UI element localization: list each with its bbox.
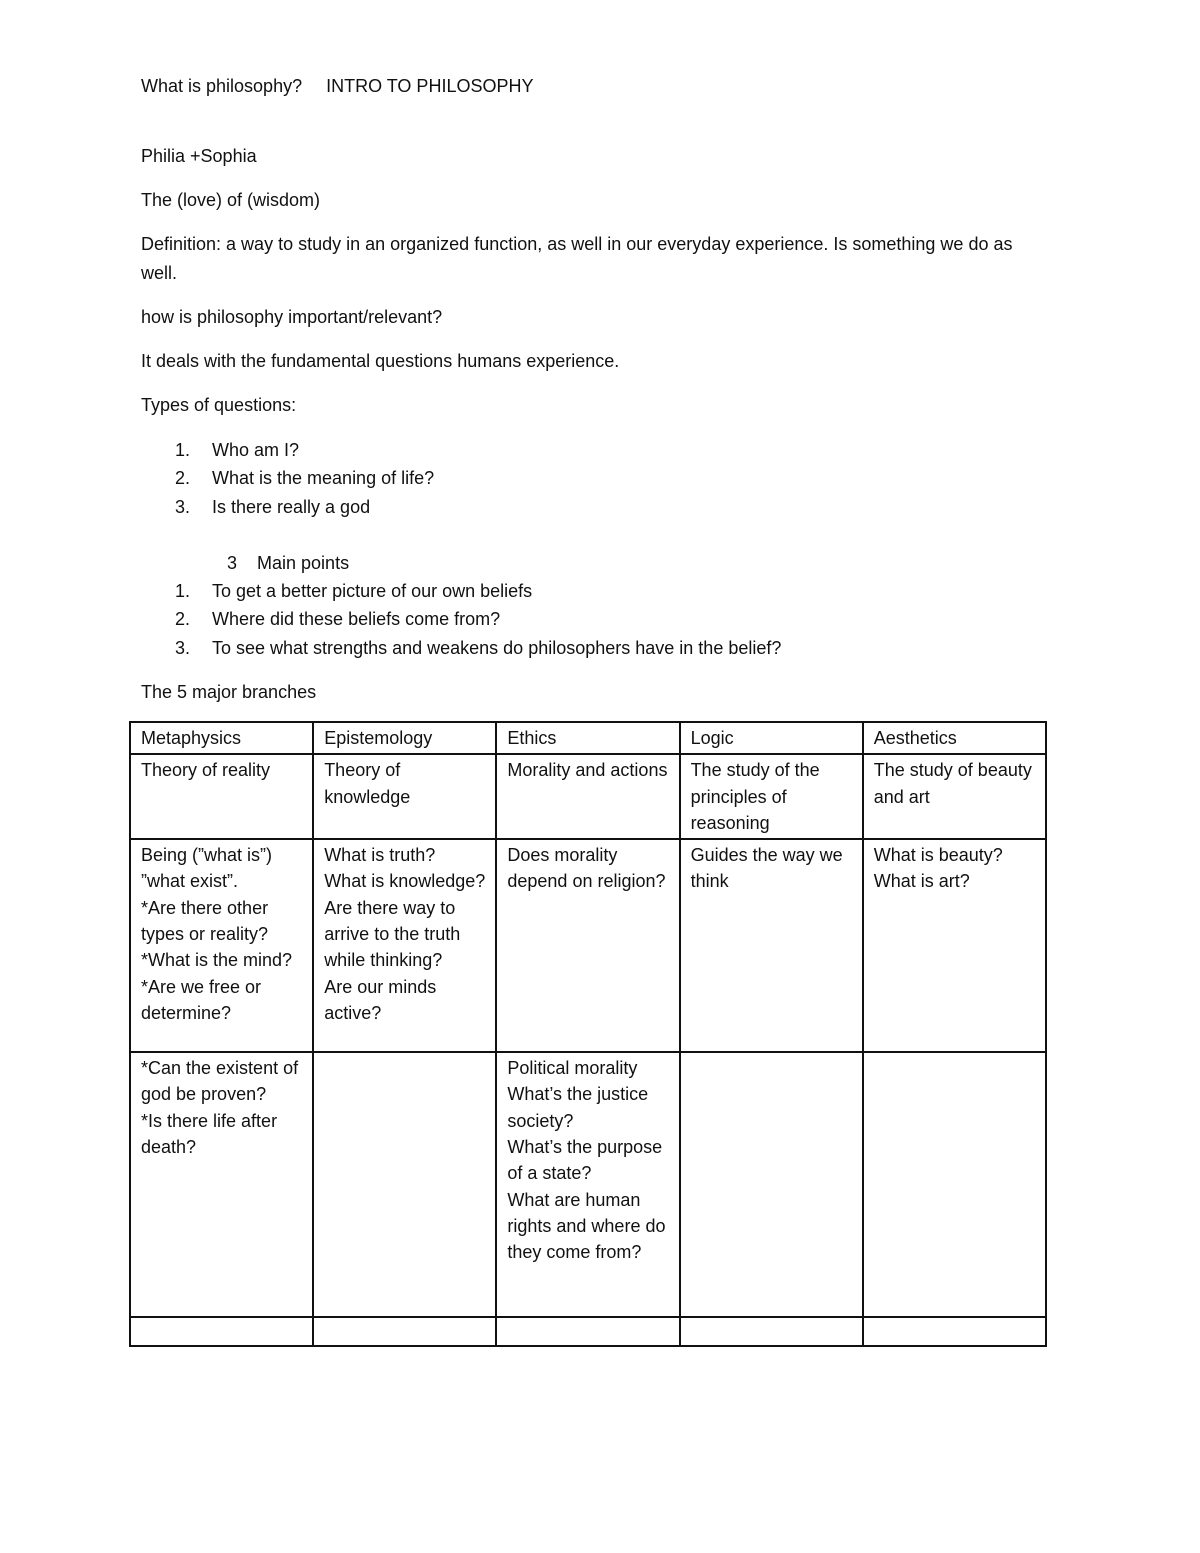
table-cell bbox=[130, 839, 313, 1052]
table-header-row bbox=[130, 722, 1046, 754]
cell-text: What’s the justice society? bbox=[507, 1084, 649, 1131]
table-cell bbox=[496, 754, 679, 839]
list-number: 2. bbox=[175, 468, 191, 489]
header-question: What is philosophy? bbox=[141, 76, 303, 96]
list-number: 3. bbox=[175, 637, 191, 658]
list-text: Is there really a god bbox=[212, 496, 371, 517]
etymology: Philia +Sophia bbox=[141, 146, 257, 166]
table-cell bbox=[496, 1317, 679, 1346]
main-points-label: Main points bbox=[257, 553, 350, 573]
table-cell bbox=[313, 754, 496, 839]
table-header-cell: Logic bbox=[680, 722, 863, 754]
cell-text: *Is there life after death? bbox=[141, 1110, 278, 1158]
cell-text: The study of beauty and art bbox=[873, 760, 1032, 807]
table-header-cell: Aesthetics bbox=[863, 722, 1046, 754]
main-points-number: 3 bbox=[227, 553, 238, 573]
header-line bbox=[141, 73, 533, 99]
table-header-cell: Ethics bbox=[496, 722, 679, 754]
cell-text: Guides the way we think bbox=[690, 845, 843, 892]
table-cell bbox=[313, 1317, 496, 1346]
table-row bbox=[130, 754, 1046, 839]
list-text: Where did these beliefs come from? bbox=[212, 609, 501, 630]
cell-text: Are our minds active? bbox=[324, 976, 437, 1023]
table-cell bbox=[496, 1052, 679, 1317]
cell-text: *Are there other types or reality? bbox=[141, 897, 269, 945]
list-text: To see what strengths and weakens do philosophers have in the belief? bbox=[212, 637, 782, 658]
list-text: What is the meaning of life? bbox=[212, 468, 435, 489]
cell-text: What is truth? bbox=[324, 845, 436, 866]
table-cell bbox=[680, 754, 863, 839]
table-row bbox=[130, 839, 1046, 1052]
cell-text: Political morality bbox=[507, 1058, 638, 1079]
cell-text: Are there way to arrive to the truth while thinking? bbox=[324, 897, 461, 971]
importance-question: how is philosophy important/relevant? bbox=[141, 307, 443, 327]
importance-answer: It deals with the fundamental questions humans experience. bbox=[141, 351, 620, 371]
cell-text: *Can the existent of god be proven? bbox=[141, 1058, 299, 1105]
cell-text: Being (”what is”) ”what exist”. bbox=[141, 845, 273, 892]
branches-heading: The 5 major branches bbox=[141, 682, 317, 702]
list-text: To get a better picture of our own beliefs bbox=[212, 581, 533, 601]
table-header-cell: Metaphysics bbox=[130, 722, 313, 754]
definition-paragraph: Definition: a way to study in an organized function, as well in our everyday experience. Is something we do as well. bbox=[141, 234, 1013, 283]
main-points-heading bbox=[227, 550, 349, 576]
cell-text: *Are we free or determine? bbox=[141, 976, 262, 1023]
types-heading: Types of questions: bbox=[141, 395, 297, 415]
course-title: INTRO TO PHILOSOPHY bbox=[326, 76, 534, 96]
list-number: 3. bbox=[175, 496, 191, 517]
cell-text: *What is the mind? bbox=[141, 950, 293, 971]
table-row bbox=[130, 1317, 1046, 1346]
cell-text: Theory of knowledge bbox=[324, 760, 411, 807]
table-cell bbox=[863, 1317, 1046, 1346]
table-cell bbox=[863, 1052, 1046, 1317]
table-cell bbox=[313, 1052, 496, 1317]
cell-text: What is art? bbox=[873, 871, 970, 892]
cell-text: Does morality depend on religion? bbox=[507, 845, 666, 892]
list-number: 1. bbox=[175, 581, 191, 601]
table-cell bbox=[496, 839, 679, 1052]
table-row bbox=[130, 1052, 1046, 1317]
branches-table bbox=[129, 721, 1047, 1347]
table-cell bbox=[130, 754, 313, 839]
list-text: Who am I? bbox=[212, 440, 300, 460]
translation: The (love) of (wisdom) bbox=[141, 190, 321, 210]
list-number: 1. bbox=[175, 440, 191, 460]
cell-text: Morality and actions bbox=[507, 760, 668, 781]
table-cell bbox=[863, 839, 1046, 1052]
table-cell bbox=[313, 839, 496, 1052]
cell-text: The study of the principles of reasoning bbox=[690, 760, 820, 833]
table-cell bbox=[680, 1317, 863, 1346]
cell-text: What is beauty? bbox=[873, 845, 1003, 866]
list-number: 2. bbox=[175, 609, 191, 630]
cell-text: What are human rights and where do they come from? bbox=[507, 1189, 666, 1263]
table-cell bbox=[863, 754, 1046, 839]
cell-text: Theory of reality bbox=[141, 760, 271, 781]
table-cell bbox=[680, 1052, 863, 1317]
table-header-cell: Epistemology bbox=[313, 722, 496, 754]
table-cell bbox=[130, 1052, 313, 1317]
cell-text: What’s the purpose of a state? bbox=[507, 1137, 663, 1184]
cell-text: What is knowledge? bbox=[324, 871, 486, 892]
table-cell bbox=[680, 839, 863, 1052]
table-cell bbox=[130, 1317, 313, 1346]
